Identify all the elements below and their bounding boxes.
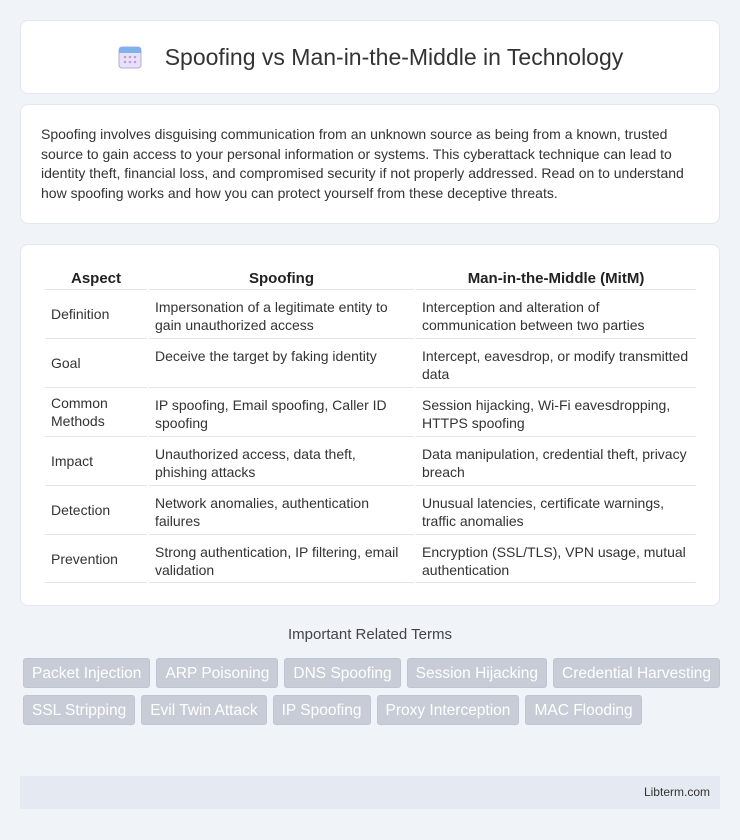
cell-spoofing: Network anomalies, authentication failures bbox=[149, 485, 414, 534]
cell-spoofing: Impersonation of a legitimate entity to gain unauthorized access bbox=[149, 289, 414, 338]
related-term-tag[interactable]: MAC Flooding bbox=[525, 695, 641, 725]
header-card bbox=[20, 20, 720, 94]
cell-mitm: Intercept, eavesdrop, or modify transmitted data bbox=[416, 338, 696, 387]
cell-aspect: Common Methods bbox=[45, 387, 147, 436]
related-term-tag[interactable]: IP Spoofing bbox=[273, 695, 371, 725]
page-title: Spoofing vs Man-in-the-Middle in Technology bbox=[164, 43, 624, 70]
table-row bbox=[45, 534, 696, 583]
cell-mitm: Session hijacking, Wi-Fi eavesdropping, HTTPS spoofing bbox=[416, 387, 696, 436]
related-term-tag[interactable]: SSL Stripping bbox=[23, 695, 135, 725]
cell-mitm: Encryption (SSL/TLS), VPN usage, mutual authentication bbox=[416, 534, 696, 583]
footer bbox=[20, 776, 720, 809]
cell-spoofing: Unauthorized access, data theft, phishing attacks bbox=[149, 436, 414, 485]
related-terms-list bbox=[23, 658, 723, 725]
related-terms-title: Important Related Terms bbox=[288, 626, 452, 643]
related-term-tag[interactable]: Evil Twin Attack bbox=[141, 695, 266, 725]
related-term-tag[interactable]: Credential Harvesting bbox=[553, 658, 720, 688]
cell-spoofing: IP spoofing, Email spoofing, Caller ID spoofing bbox=[149, 387, 414, 436]
table-row bbox=[45, 485, 696, 534]
cell-mitm: Data manipulation, credential theft, privacy breach bbox=[416, 436, 696, 485]
table-row bbox=[45, 436, 696, 485]
cell-aspect: Goal bbox=[45, 338, 147, 387]
cell-aspect: Impact bbox=[45, 436, 147, 485]
cell-mitm: Unusual latencies, certificate warnings, traffic anomalies bbox=[416, 485, 696, 534]
calendar-icon bbox=[117, 44, 143, 70]
cell-mitm: Interception and alteration of communication between two parties bbox=[416, 289, 696, 338]
related-term-tag[interactable]: Session Hijacking bbox=[407, 658, 547, 688]
intro-text: Spoofing involves disguising communication from an unknown source as being from a known, trusted source to gain access to your personal information or systems. This cyberattack technique can lead to identity theft, financial loss, and compromised security if not properly addressed. Read on to understand how spoofing works and how you can protect yourself from these deceptive threats. bbox=[41, 126, 684, 201]
intro-card bbox=[20, 104, 720, 224]
comparison-table bbox=[43, 265, 698, 583]
cell-aspect: Detection bbox=[45, 485, 147, 534]
header-aspect: Aspect bbox=[70, 269, 122, 287]
table-row bbox=[45, 338, 696, 387]
cell-spoofing: Strong authentication, IP filtering, email validation bbox=[149, 534, 414, 583]
cell-spoofing: Deceive the target by faking identity bbox=[149, 338, 414, 387]
cell-aspect: Prevention bbox=[45, 534, 147, 583]
related-term-tag[interactable]: DNS Spoofing bbox=[284, 658, 400, 688]
footer-link[interactable]: Libterm.com bbox=[643, 785, 710, 799]
related-term-tag[interactable]: Proxy Interception bbox=[377, 695, 520, 725]
table-body bbox=[45, 289, 696, 583]
header-mitm: Man-in-the-Middle (MitM) bbox=[467, 269, 645, 287]
related-term-tag[interactable]: Packet Injection bbox=[23, 658, 150, 688]
cell-aspect: Definition bbox=[45, 289, 147, 338]
header-spoofing: Spoofing bbox=[249, 269, 314, 287]
comparison-card bbox=[20, 244, 720, 606]
related-term-tag[interactable]: ARP Poisoning bbox=[156, 658, 278, 688]
table-row bbox=[45, 289, 696, 338]
table-row bbox=[45, 387, 696, 436]
